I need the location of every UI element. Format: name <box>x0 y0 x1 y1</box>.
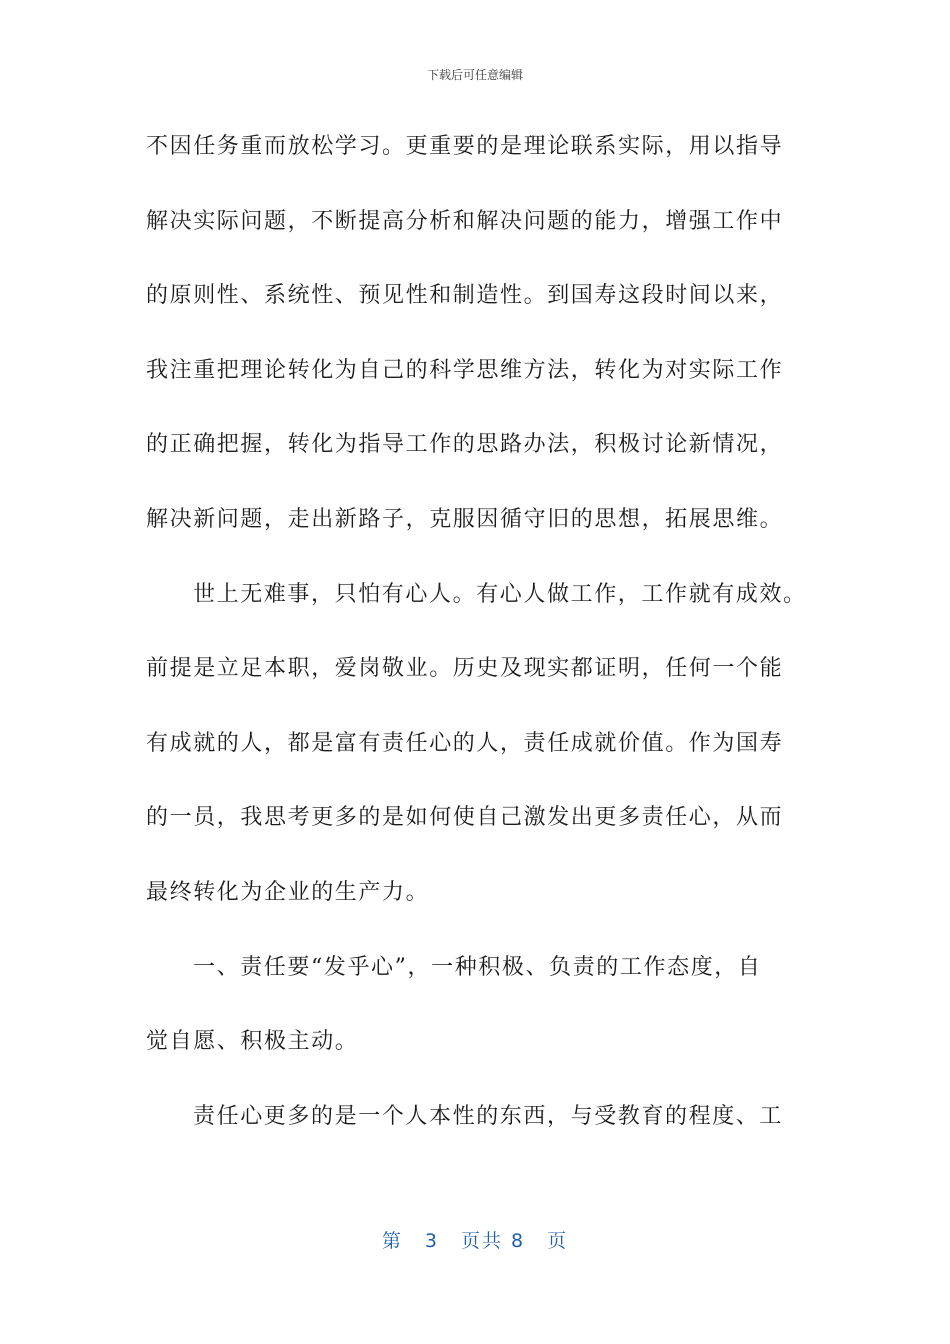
text-line: 解决实际问题，不断提高分析和解决问题的能力，增强工作中 <box>146 208 784 234</box>
text-line: 有成就的人，都是富有责任心的人，责任成就价值。作为国寿 <box>146 730 784 756</box>
footer-suffix: 页 <box>547 1230 569 1252</box>
paragraph-first-line: 责任心更多的是一个人本性的东西，与受教育的程度、工 <box>193 1103 784 1129</box>
footer-middle: 页共 <box>460 1230 503 1252</box>
page-header: 下载后可任意编辑 <box>426 68 523 82</box>
document-body <box>146 124 816 1168</box>
text-line: 我注重把理论转化为自己的科学思维方法，转化为对实际工作 <box>146 357 784 383</box>
text-line: 不因任务重而放松学习。更重要的是理论联系实际，用以指导 <box>146 134 784 159</box>
text-line: 觉自愿、积极主动。 <box>146 1029 359 1055</box>
footer-prefix: 第 <box>381 1230 403 1252</box>
paragraph-first-line: 一、责任要“发乎心”，一种积极、负责的工作态度，自 <box>193 954 762 980</box>
footer-total-pages: 8 <box>511 1230 526 1252</box>
text-line: 的原则性、系统性、预见性和制造性。到国寿这段时间以来， <box>146 283 784 309</box>
text-line: 前提是立足本职，爱岗敬业。历史及现实都证明，任何一个能 <box>146 656 784 682</box>
text-line: 的一员，我思考更多的是如何使自己激发出更多责任心，从而 <box>146 805 784 831</box>
text-line: 最终转化为企业的生产力。 <box>146 879 430 905</box>
paragraph-first-line: 世上无难事，只怕有心人。有心人做工作，工作就有成效。 <box>193 581 807 607</box>
footer-current-page: 3 <box>424 1230 439 1252</box>
text-line: 解决新问题，走出新路子，克服因循守旧的思想，拓展思维。 <box>146 506 784 532</box>
page-number-footer <box>0 1226 950 1253</box>
text-line: 的正确把握，转化为指导工作的思路办法，积极讨论新情况， <box>146 432 784 458</box>
